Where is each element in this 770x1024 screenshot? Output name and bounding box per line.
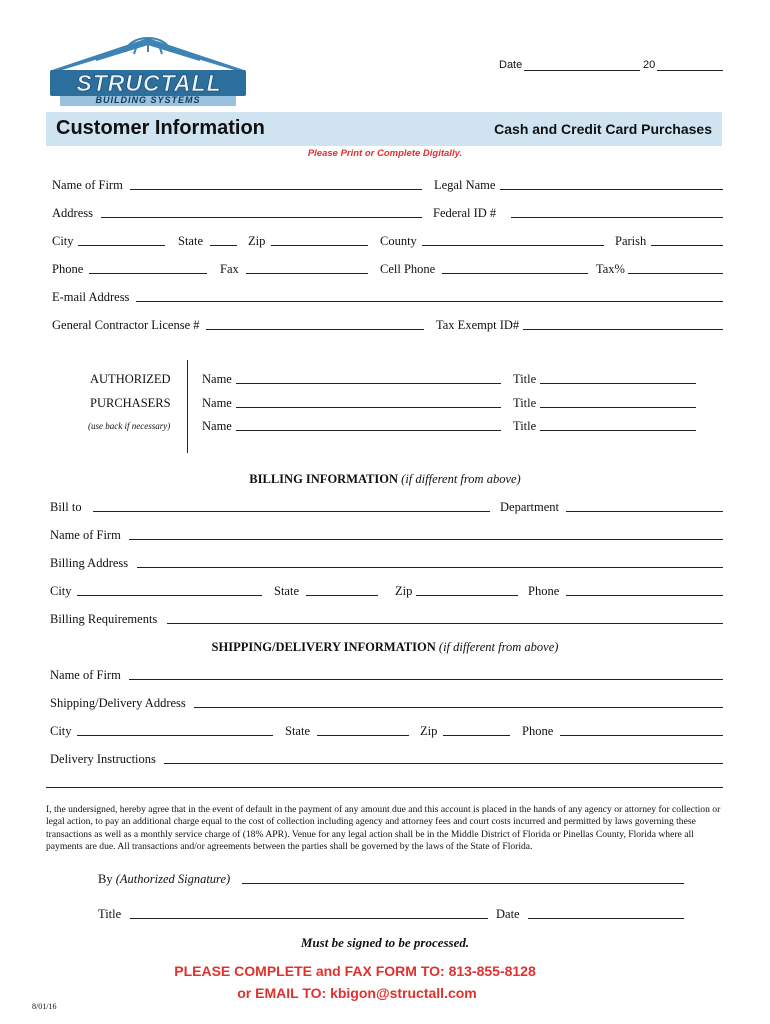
billing-phone-label: Phone: [528, 584, 560, 598]
page-subtitle: Cash and Credit Card Purchases: [494, 121, 712, 137]
shipping-firm-field[interactable]: [129, 679, 723, 680]
email-field[interactable]: [136, 301, 723, 302]
county-field[interactable]: [422, 245, 604, 246]
signature-date-field[interactable]: [528, 918, 684, 919]
purchaser-2-title-field[interactable]: [540, 407, 696, 408]
shipping-phone-field[interactable]: [560, 735, 723, 736]
state-field[interactable]: [210, 245, 237, 246]
billing-heading-note: (if different from above): [401, 472, 521, 486]
shipping-firm-label: Name of Firm: [50, 668, 121, 682]
billing-address-label: Billing Address: [50, 556, 129, 570]
bill-to-field[interactable]: [93, 511, 490, 512]
address-field[interactable]: [101, 217, 422, 218]
shipping-zip-field[interactable]: [443, 735, 510, 736]
legal-name-field[interactable]: [500, 189, 723, 190]
shipping-phone-label: Phone: [522, 724, 554, 738]
legal-name-label: Legal Name: [434, 178, 496, 192]
signature-title-label: Title: [98, 907, 122, 921]
section-divider: [46, 787, 723, 788]
date-label: Date: [499, 59, 523, 71]
purchaser-3-name-label: Name: [202, 419, 232, 433]
year-field[interactable]: [657, 70, 723, 71]
billing-heading-text: BILLING INFORMATION: [249, 472, 399, 486]
form-version: 8/01/16: [32, 1002, 57, 1011]
parish-label: Parish: [615, 234, 647, 248]
billing-state-label: State: [274, 584, 299, 598]
delivery-instructions-label: Delivery Instructions: [50, 752, 156, 766]
purchaser-3-title-field[interactable]: [540, 430, 696, 431]
city-label: City: [52, 234, 74, 248]
federal-id-label: Federal ID #: [433, 206, 497, 220]
must-sign-notice: Must be signed to be processed.: [300, 935, 470, 950]
purchaser-1-title-field[interactable]: [540, 383, 696, 384]
name-of-firm-label: Name of Firm: [52, 178, 123, 192]
tax-pct-label: Tax%: [596, 262, 625, 276]
parish-field[interactable]: [651, 245, 723, 246]
date-field[interactable]: [524, 70, 640, 71]
billing-phone-field[interactable]: [566, 595, 723, 596]
tax-exempt-field[interactable]: [523, 329, 723, 330]
phone-field[interactable]: [89, 273, 207, 274]
instruction-text: Please Print or Complete Digitally.: [307, 148, 463, 159]
authorized-divider: [187, 360, 188, 453]
cell-phone-field[interactable]: [442, 273, 588, 274]
shipping-heading-text: SHIPPING/DELIVERY INFORMATION: [211, 640, 436, 654]
cell-phone-label: Cell Phone: [380, 262, 436, 276]
city-field[interactable]: [78, 245, 165, 246]
purchaser-2-title-label: Title: [513, 396, 537, 410]
phone-label: Phone: [52, 262, 84, 276]
gc-license-field[interactable]: [206, 329, 424, 330]
by-label: [98, 872, 230, 887]
purchaser-1-name-field[interactable]: [236, 383, 501, 384]
billing-firm-label: Name of Firm: [50, 528, 121, 542]
shipping-address-label: Shipping/Delivery Address: [50, 696, 186, 710]
purchaser-2-name-field[interactable]: [236, 407, 501, 408]
billing-state-field[interactable]: [306, 595, 378, 596]
logo-text-main: STRUCTALL: [76, 70, 222, 96]
billing-zip-field[interactable]: [416, 595, 518, 596]
billing-address-field[interactable]: [137, 567, 723, 568]
authorized-signature-note: (Authorized Signature): [115, 872, 231, 886]
address-label: Address: [52, 206, 93, 220]
signature-field[interactable]: [242, 883, 684, 884]
shipping-city-label: City: [50, 724, 72, 738]
shipping-heading-note: (if different from above): [438, 640, 559, 654]
signature-title-field[interactable]: [130, 918, 488, 919]
billing-requirements-field[interactable]: [167, 623, 723, 624]
purchaser-3-title-label: Title: [513, 419, 537, 433]
page-title: Customer Information: [56, 117, 265, 139]
year-label: 20: [643, 59, 656, 71]
shipping-heading: [0, 640, 770, 655]
shipping-state-label: State: [285, 724, 310, 738]
billing-requirements-label: Billing Requirements: [50, 612, 158, 626]
department-field[interactable]: [566, 511, 723, 512]
bill-to-label: Bill to: [50, 500, 82, 514]
billing-city-label: City: [50, 584, 72, 598]
email-label: E-mail Address: [52, 290, 130, 304]
shipping-state-field[interactable]: [317, 735, 409, 736]
department-label: Department: [500, 500, 560, 514]
billing-city-field[interactable]: [77, 595, 262, 596]
authorized-label: AUTHORIZED: [90, 372, 171, 386]
billing-firm-field[interactable]: [129, 539, 723, 540]
company-logo: [46, 36, 250, 108]
delivery-instructions-field[interactable]: [164, 763, 723, 764]
name-of-firm-field[interactable]: [130, 189, 422, 190]
agreement-text: I, the undersigned, hereby agree that in the event of default in the payment of any amount due and this account is placed in the hands of any agency or attorney for collection or legal action, to pay an additional charge equal to the cost of collection including agency and attorney fees and court costs incurred and permitted by laws governing these transactions as well as a monthly service charge of (18% APR). Venue for any legal action shall be in the Middle District of Florida or Pinellas County, Florida where all payments are due. All transactions and/or agreements between the parties shall be governed by the laws of the State of Florida.: [46, 804, 721, 852]
state-label: State: [178, 234, 203, 248]
tax-exempt-label: Tax Exempt ID#: [436, 318, 520, 332]
federal-id-field[interactable]: [511, 217, 723, 218]
zip-field[interactable]: [271, 245, 368, 246]
county-label: County: [380, 234, 417, 248]
fax-field[interactable]: [246, 273, 368, 274]
purchasers-label: PURCHASERS: [90, 396, 171, 410]
use-back-note: (use back if necessary): [88, 421, 171, 431]
zip-label: Zip: [248, 234, 266, 248]
purchaser-1-name-label: Name: [202, 372, 232, 386]
signature-date-label: Date: [496, 907, 520, 921]
tax-pct-field[interactable]: [628, 273, 723, 274]
billing-zip-label: Zip: [395, 584, 413, 598]
purchaser-1-title-label: Title: [513, 372, 537, 386]
title-banner: [46, 112, 722, 146]
shipping-city-field[interactable]: [77, 735, 273, 736]
billing-heading: [0, 472, 770, 487]
email-instruction: or EMAIL TO: kbigon@structall.com: [237, 985, 477, 1001]
shipping-address-field[interactable]: [194, 707, 723, 708]
logo-text-sub: BUILDING SYSTEMS: [95, 95, 201, 105]
gc-license-label: General Contractor License #: [52, 318, 200, 332]
shipping-zip-label: Zip: [420, 724, 438, 738]
by-text: By: [98, 872, 113, 886]
fax-label: Fax: [220, 262, 239, 276]
fax-instruction: PLEASE COMPLETE and FAX FORM TO: 813-855-8128: [174, 963, 536, 979]
purchaser-3-name-field[interactable]: [236, 430, 501, 431]
purchaser-2-name-label: Name: [202, 396, 232, 410]
